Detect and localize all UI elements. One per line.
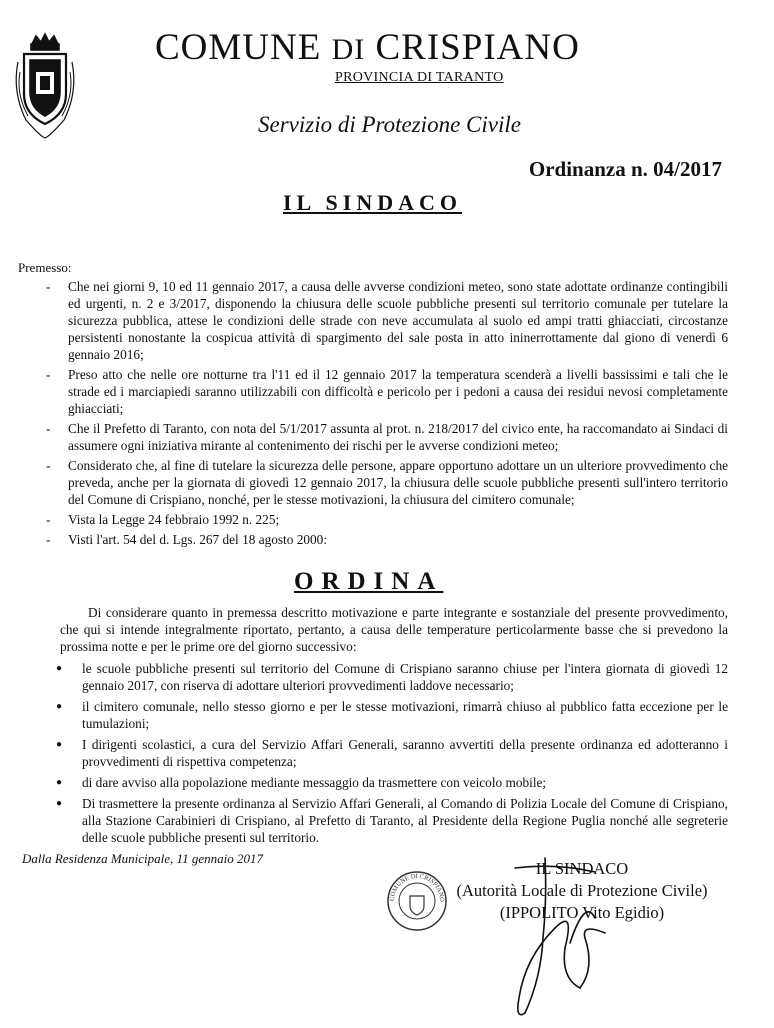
title-word-comune: COMUNE [155, 27, 322, 68]
ordina-item: ● il cimitero comunale, nello stesso giorno e per le stesse motivazioni, rimarrà chiuso al pubblico fatta eccezione per le tumulazioni; [58, 698, 728, 732]
signature-name: (IPPOLITO Vito Egidio) [499, 903, 665, 922]
premesso-list [48, 278, 728, 551]
heading-ordina: ORDINA [294, 568, 444, 595]
ordina-list [58, 660, 728, 850]
coat-of-arms-icon [10, 32, 80, 147]
premesso-label: Premesso: [18, 260, 72, 275]
premesso-item: - Che nei giorni 9, 10 ed 11 gennaio 2017, a causa delle avverse condizioni meteo, sono state adottate ordinanze contingibili ed urgenti, n. 2 e 3/2017, disponendo la chiusura delle scuole pubbliche presenti sul territorio comunale per tutelare la sicurezza pubblica, attese le condizioni delle strade con neve accumulata al suolo ed ampi tratti ghiacciati, circostanze persistenti nonostante la cospicua attività di spargimento del sale posta in atto ininerrottamente dal giono di venerdì 6 gennaio 2016; [48, 278, 728, 363]
premesso-item: - Che il Prefetto di Taranto, con nota del 5/1/2017 assunta al prot. n. 218/2017 del civico ente, ha raccomandato ai Sindaci di assumere ogni iniziativa mirante al contenimento dei rischi per le avverse condizioni meteo; [48, 420, 728, 454]
signature-role: (Autorità Locale di Protezione Civile) [456, 881, 708, 900]
ordinance-number: Ordinanza n. 04/2017 [528, 157, 722, 181]
handwritten-signature-icon [485, 838, 715, 1028]
premesso-item: - Preso atto che nelle ore notturne tra l'11 ed il 12 gennaio 2017 la temperatura scenderà a livelli bassissimi e tali che le strade ed i marciapiedi saranno utilizzabili con difficoltà e pericolo per i pedoni a causa dei residui nevosi completamente ghiacciati; [48, 366, 728, 417]
title-word-di: DI [331, 33, 366, 66]
ordina-item: ● I dirigenti scolastici, a cura del Servizio Affari Generali, saranno avvertiti della presente ordinanza ed adotteranno i provvedimenti di rispettiva competenza; [58, 736, 728, 770]
premesso-item: - Vista la Legge 24 febbraio 1992 n. 225; [48, 511, 728, 528]
page-title [155, 26, 580, 69]
title-word-crispiano: CRISPIANO [375, 27, 580, 68]
service-subtitle: Servizio di Protezione Civile [258, 112, 521, 137]
stamp-text: COMUNE DI CRISPIANO [388, 872, 446, 903]
ordina-item: ● le scuole pubbliche presenti sul territorio del Comune di Crispiano saranno chiuse per l'intera giornata di giovedì 12 gennaio 2017, con riserva di adottare ulteriori provvedimenti laddove necessario; [58, 660, 728, 694]
signature-title: IL SINDACO [535, 859, 629, 878]
province-subtitle: PROVINCIA DI TARANTO [335, 70, 504, 85]
ordina-item: ● di dare avviso alla popolazione mediante messaggio da trasmettere con veicolo mobile; [58, 774, 728, 791]
ordina-item: ● Di trasmettere la presente ordinanza al Servizio Affari Generali, al Comando di Polizia Locale del Comune di Crispiano, alla Stazione Carabinieri di Crispiano, al Prefetto di Taranto, al Presidente della Regione Puglia nonché alle segreterie delle scuole pubbliche presenti sul territorio. [58, 795, 728, 846]
closing-date: Dalla Residenza Municipale, 11 gennaio 2017 [22, 851, 263, 866]
heading-il-sindaco: IL SINDACO [283, 190, 462, 215]
ordina-intro: Di considerare quanto in premessa descritto motivazione e parte integrante e sostanziale del presente provvedimento, che qui si intende integralmente riportato, pertanto, a causa delle temperature perticolarmente basse che si prevedono la prossima notte e per le prime ore del giorno successivo: [60, 605, 728, 654]
premesso-item: - Visti l'art. 54 del d. Lgs. 267 del 18 agosto 2000: [48, 531, 728, 548]
premesso-item: - Considerato che, al fine di tutelare la sicurezza delle persone, appare opportuno adottare un un ulteriore provvedimento che preveda, anche per la giornata di giovedì 12 gennaio 2017, la chiusura delle scuole pubbliche presenti sull'intero territorio del Comune di Crispiano, nonché, per le stesse motivazioni, la chiusura del cimitero comunale; [48, 457, 728, 508]
